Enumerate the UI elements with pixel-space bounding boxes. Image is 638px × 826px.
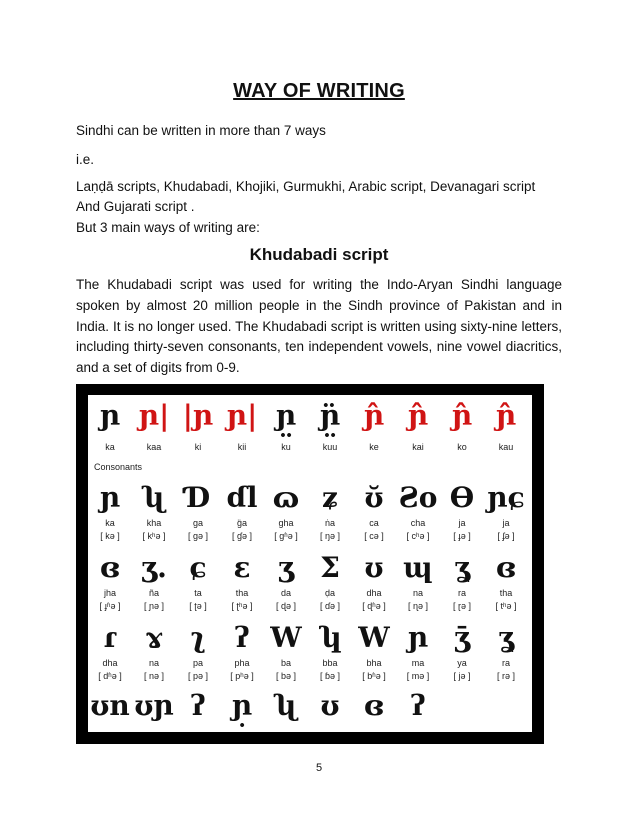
consonant-glyph: Ɵ [449,481,475,514]
consonant-label: dha [102,658,118,668]
consonant-ipa: [ pʰə ] [230,671,254,681]
consonant-glyph: ʯ [143,481,165,514]
consonant-ipa: [ kʰə ] [142,531,166,541]
vowel-label: ko [457,442,467,452]
consonant-glyph: ɲ [407,621,429,654]
consonant-label: bha [366,658,382,668]
consonant-label: ra [501,658,510,668]
consonant-glyph: ɕ [189,551,207,584]
consonant-glyph: ɗl [226,481,258,514]
consonant-ipa: [ ʄə ] [497,531,515,541]
consonant-ipa: [ ŋə ] [319,531,340,541]
vowel-glyph: ɲ̤ [275,399,297,432]
consonant-glyph: ʑ [322,481,338,514]
vowel-glyph: |ɲ [182,399,214,432]
consonant-ipa: [ ɖʱə ] [362,601,386,611]
consonant-label: ca [369,518,379,528]
consonant-glyph: Ƨo [398,481,438,514]
consonant-glyph: ʯ [275,689,297,722]
vowel-glyph: ɲ| [226,399,258,432]
consonant-ipa: [ rə ] [496,671,515,681]
consonant-label: ya [457,658,467,668]
ie-line: i.e. [76,152,95,167]
consonant-ipa: [ nə ] [143,671,164,681]
intro-line: Sindhi can be written in more than 7 ways [76,123,326,138]
consonant-glyph: ʮ [321,621,339,654]
consonant-glyph: ɾ [103,621,117,654]
consonant-glyph: ʊn [90,689,130,722]
consonant-glyph: ɞ [99,551,120,584]
main-ways-line: But 3 main ways of writing are: [76,220,260,235]
consonant-ipa: [ pə ] [187,671,208,681]
consonant-glyph: ʔ [410,689,426,722]
vowel-label: kau [498,442,514,452]
consonant-label: ṅa [324,518,335,528]
consonant-ipa: [ mə ] [406,671,430,681]
consonant-ipa: [ gə ] [187,531,208,541]
consonant-ipa: [ cə ] [364,531,384,541]
consonant-glyph: ʊ [364,551,384,584]
consonant-label: na [148,658,159,668]
vowel-label: kii [237,442,247,452]
consonant-ipa: [ ɖə ] [275,601,296,611]
consonant-glyph: ʒ [278,551,294,584]
consonant-label: ḍa [324,588,335,598]
consonant-glyph: Σ [320,551,340,584]
consonant-ipa: [ ʈʰə ] [231,601,253,611]
consonant-glyph: Ɗ [185,481,211,514]
consonant-label: cha [410,518,426,528]
vowel-label: kuu [322,442,338,452]
consonant-label: ma [411,658,425,668]
consonant-ipa: [ ɟʱə ] [99,601,121,611]
vowel-glyph: ɲ̂ [495,399,517,432]
consonant-glyph: W [358,621,390,654]
consonants-label: Consonants [94,462,143,472]
scripts-list: Laṇḍā scripts, Khudabadi, Khojiki, Gurmukhi, Arabic script, Devanagari script And Gujarati script . [76,179,536,214]
consonant-glyph: ɤ [145,621,163,654]
consonant-label: ja [458,518,466,528]
vowel-label: ku [281,442,291,452]
consonant-glyph: ʔ [234,621,250,654]
consonant-ipa: [ jə ] [453,671,471,681]
consonant-ipa: [ ɳə ] [407,601,428,611]
consonant-glyph: ɷ [272,481,300,514]
consonant-ipa: [ ɠə ] [231,531,252,541]
consonant-glyph: ʓ [454,551,470,584]
vowel-glyph: ɲ̂ [451,399,473,432]
vowel-glyph: ɲ̂ [363,399,385,432]
consonant-glyph: ɛ [233,551,251,584]
vowel-glyph: ɲ| [138,399,170,432]
consonant-glyph: ɞ [363,689,384,722]
consonant-glyph: ʓ [498,621,514,654]
consonant-ipa: [ ɗə ] [319,601,340,611]
consonant-glyph: ɲɕ [487,481,525,514]
page-heading: WAY OF WRITING [233,80,405,102]
consonant-ipa: [ ɓə ] [319,671,340,681]
consonant-label: ja [502,518,510,528]
consonant-label: ña [148,588,159,598]
khudabadi-script-chart [76,384,544,744]
consonant-label: jha [103,588,116,598]
consonant-label: ga [192,518,203,528]
consonant-glyph: ʒ̄ [454,621,470,654]
consonant-ipa: [ dʱə ] [98,671,122,681]
consonant-label: tha [499,588,513,598]
consonant-label: ka [105,518,115,528]
consonant-ipa: [ ɲə ] [143,601,164,611]
vowel-glyph: ɲ̂ [407,399,429,432]
consonant-ipa: [ ɽə ] [452,601,471,611]
khudabadi-description: The Khudabadi script was used for writing the Indo-Aryan Sindhi language spoken by almost 20 million people in the Sindh province of Pakistan and in India. It is no longer used. The Khudabadi script is written using sixty-nine letters, including thirty-seven consonants, ten independent vowels, nine vowel diacritics, and a set of digits from 0-9. [76,277,562,376]
consonant-label: g̈a [236,518,247,528]
vowel-label: ka [105,442,115,452]
consonant-ipa: [ gʱə ] [274,531,298,541]
page-number: 5 [315,762,323,774]
consonant-ipa: [ kə ] [100,531,120,541]
consonant-glyph: ʅ [190,621,206,654]
consonant-label: pha [234,658,250,668]
consonant-label: gha [278,518,294,528]
script-chart-inner [88,395,532,732]
consonant-label: ba [280,658,291,668]
consonant-glyph: ʊ [320,689,340,722]
consonant-label: bba [322,658,338,668]
consonant-ipa: [ ʈə ] [189,601,207,611]
consonant-ipa: [ tʰə ] [495,601,517,611]
consonant-label: ta [194,588,202,598]
consonant-glyph: ʒ. [141,551,167,584]
vowel-glyph: ɲ [99,399,121,432]
consonant-label: dha [366,588,382,598]
consonant-glyph: ɲ̣ [231,689,253,722]
consonant-ipa: [ ɟə ] [453,531,471,541]
consonant-glyph: W [270,621,302,654]
consonant-glyph: ʔ [190,689,206,722]
consonant-glyph: ʊɲ [134,689,174,722]
consonant-label: ra [457,588,466,598]
vowel-label: kaa [146,442,162,452]
consonant-glyph: ɰ [403,551,433,584]
consonant-label: tha [235,588,249,598]
consonant-ipa: [ cʰə ] [406,531,430,541]
consonant-ipa: [ bʱə ] [362,671,386,681]
vowel-label: ke [369,442,379,452]
vowel-label: kai [412,442,424,452]
consonant-ipa: [ bə ] [275,671,296,681]
consonant-label: na [412,588,423,598]
consonant-glyph: ʊ̆ [364,481,384,514]
consonant-label: kha [146,518,162,528]
section-subheading: Khudabadi script [249,245,389,264]
consonant-label: da [280,588,291,598]
consonant-label: pa [192,658,203,668]
consonant-glyph: ɲ [99,481,121,514]
vowel-label: ki [194,442,202,452]
vowel-glyph: ɲ̤̈ [319,399,341,432]
consonant-glyph: ɞ [495,551,516,584]
